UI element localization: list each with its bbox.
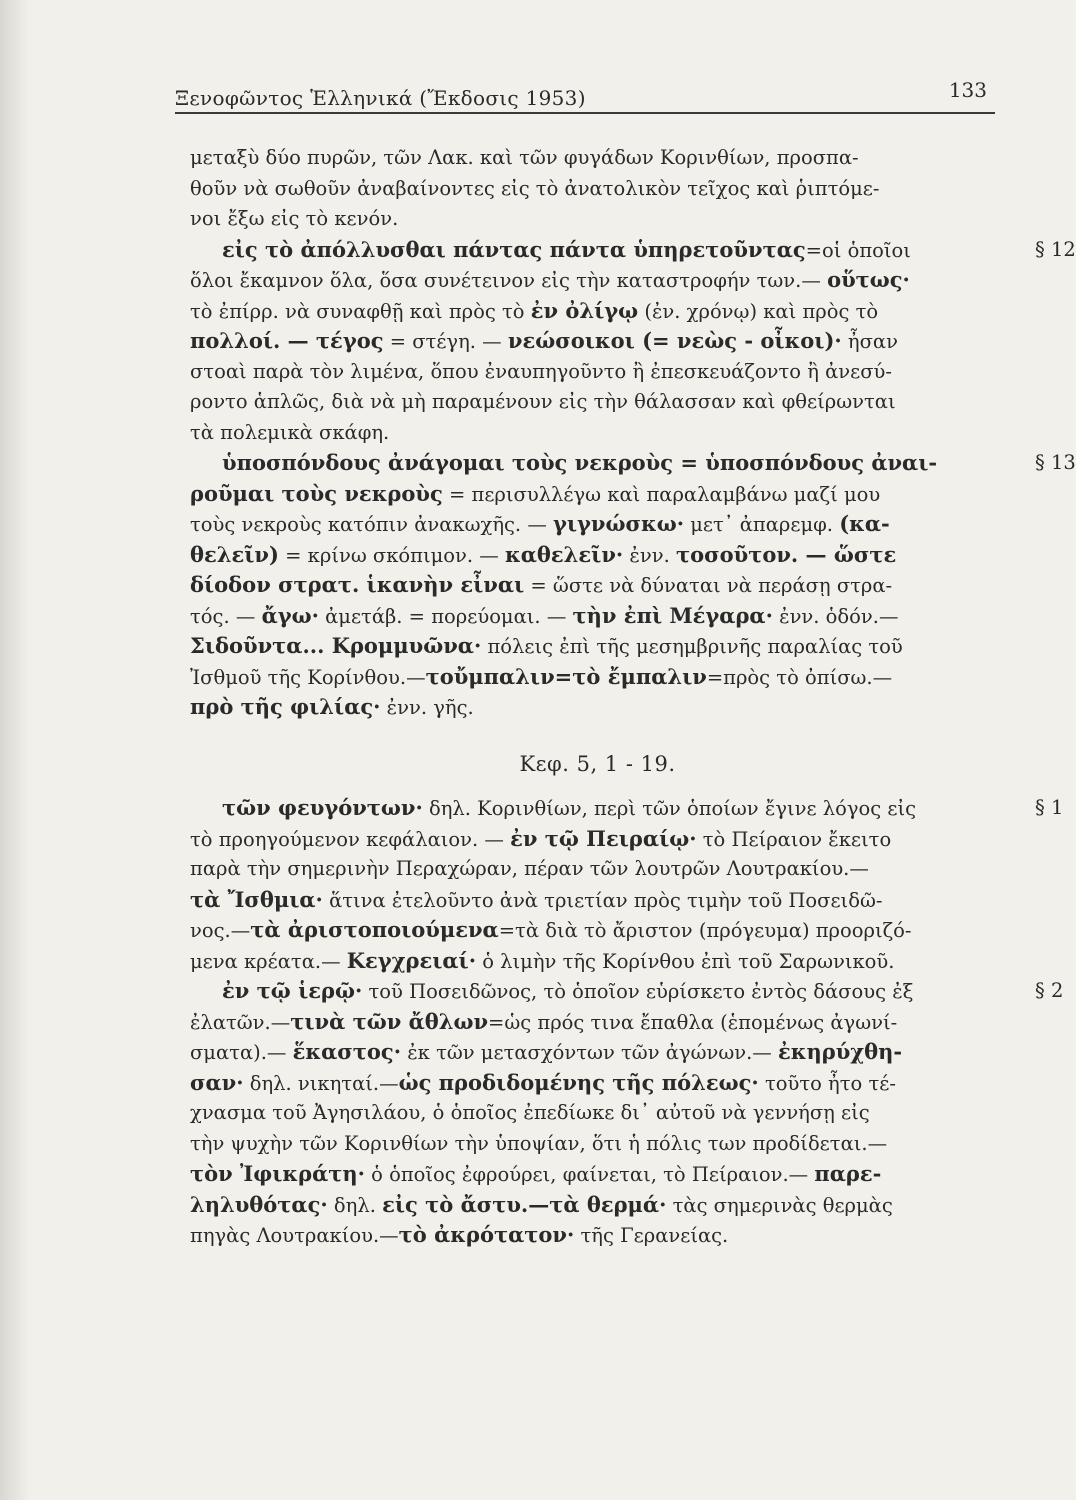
lemma: ὡς προδιδομένης τῆς πόλεως· (398, 1069, 759, 1095)
lemma: τὰ Ἴσθμια· (190, 886, 323, 912)
section-marker: § 12 (1035, 237, 1076, 261)
text-line: ἐν τῷ ἱερῷ· τοῦ Ποσειδῶνος, τὸ ὁποῖον εὑρίσκετο ἐντὸς δάσους ἐξ § 2 (190, 976, 1005, 1007)
text-line: παρὰ τὴν σημερινὴν Περαχώραν, πέραν τῶν λουτρῶν Λουτρακίου.— (190, 857, 869, 880)
lemma: καθελεῖν· (505, 541, 624, 567)
lemma: ἄγω· (261, 602, 319, 628)
lemma: εἰς τὸ ἄστυ.—τὰ θερμά· (382, 1191, 667, 1217)
lemma: τὴν ἐπὶ Μέγαρα· (572, 602, 773, 628)
page-binding-shadow (0, 0, 30, 1500)
lemma: ἐν τῷ ἱερῷ· (222, 978, 363, 1003)
text-line: νοι ἔξω εἰς τὸ κενόν. (190, 207, 399, 230)
lemma: πολλοί. — τέγος (190, 328, 384, 353)
lemma: (κα- (839, 511, 890, 536)
running-header (175, 78, 995, 112)
running-title: Ξενοφῶντος Ἑλληνικά (Ἔκδοσις 1953) (175, 86, 586, 110)
lemma: σαν· (190, 1069, 244, 1095)
lemma: τοσοῦτον. — ὥστε (676, 541, 897, 567)
text-line: ἐλατῶν.—τινὰ τῶν ἄθλων=ὡς πρός τινα ἔπαθλα (ἑπομένως ἀγωνί- (190, 1008, 898, 1034)
text-line: πηγὰς Λουτρακίου.—τὸ ἀκρότατον· τῆς Γερανείας. (190, 1222, 729, 1247)
text-line: ροῦμαι τοὺς νεκροὺς = περισυλλέγω καὶ παραλαμβάνω μαζί μου (190, 480, 881, 506)
lemma: τῶν φευγόντων· (222, 795, 423, 820)
lemma: τινὰ τῶν ἄθλων (290, 1008, 489, 1034)
lemma: δίοδον στρατ. ἱκανὴν εἶναι (190, 572, 525, 597)
text-line: τὰ Ἴσθμια· ἅτινα ἐτελοῦντο ἀνὰ τριετίαν πρὸς τιμὴν τοῦ Ποσειδῶ- (190, 886, 883, 912)
text-line: χνασμα τοῦ Ἀγησιλάου, ὁ ὁποῖος ἐπεδίωκε δι᾽ αὐτοῦ νὰ γεννήσῃ εἰς (190, 1101, 870, 1124)
text-line: τός. — ἄγω· ἀμετάβ. = πορεύομαι. — τὴν ἐπὶ Μέγαρα· ἐνν. ὁδόν.— (190, 602, 899, 628)
lemma: Κεγχρειαί· (346, 947, 477, 973)
chapter-heading: Κεφ. 5, 1 - 19. (519, 751, 676, 776)
lemma: νεώσοικοι (= νεὼς - οἶκοι)· (507, 328, 842, 353)
text-line: τῶν φευγόντων· δηλ. Κορινθίων, περὶ τῶν ὁποίων ἔγινε λόγος εἰς § 1 (190, 793, 1005, 824)
text-line: μενα κρέατα.— Κεγχρειαί· ὁ λιμὴν τῆς Κορίνθου ἐπὶ τοῦ Σαρωνικοῦ. (190, 947, 895, 973)
text-line: τοὺς νεκροὺς κατόπιν ἀνακωχῆς. — γιγνώσκω· μετ᾽ ἀπαρεμφ. (κα- (190, 511, 890, 536)
text-line: ληλυθότας· δηλ. εἰς τὸ ἄστυ.—τὰ θερμά· τὰς σημερινὰς θερμὰς (190, 1191, 893, 1217)
lemma: γιγνώσκω· (553, 511, 685, 536)
commentary-body (190, 143, 1076, 1251)
lemma: τὸ ἀκρότατον· (398, 1222, 575, 1247)
text-line: τὸ ἐπίρρ. νὰ συναφθῇ καὶ πρὸς τὸ ἐν ὀλίγῳ (ἐν. χρόνῳ) καὶ πρὸς τὸ (190, 297, 879, 323)
lemma: ὑποσπόνδους ἀνάγομαι τοὺς νεκροὺς = ὑποσπόνδους ἀναι- (222, 450, 938, 475)
text-line: τὸν Ἰφικράτη· ὁ ὁποῖος ἐφρούρει, φαίνεται, τὸ Πείραιον.— παρε- (190, 1161, 882, 1186)
lemma: εἰς τὸ ἀπόλλυσθαι πάντας πάντα ὑπηρετοῦντας (222, 236, 806, 262)
lemma: Σιδοῦντα... Κρομμυῶνα· (190, 633, 482, 658)
text-line: ροντο ἁπλῶς, διὰ νὰ μὴ παραμένουν εἰς τὴν θάλασσαν καὶ φθείρωνται (190, 390, 896, 413)
lemma: τοὔμπαλιν=τὸ ἔμπαλιν (425, 663, 707, 689)
text-line: τὸ προηγούμενον κεφάλαιον. — ἐν τῷ Πειραίῳ· τὸ Πείραιον ἔκειτο (190, 825, 892, 851)
text-line: τὰ πολεμικὰ σκάφη. (190, 420, 390, 444)
text-line: θοῦν νὰ σωθοῦν ἀναβαίνοντες εἰς τὸ ἀνατολικὸν τεῖχος καὶ ῥιπτόμε- (190, 176, 880, 200)
lemma: παρε- (814, 1161, 882, 1186)
text-line: δίοδον στρατ. ἱκανὴν εἶναι = ὥστε νὰ δύναται νὰ περάσῃ στρα- (190, 572, 893, 597)
lemma: οὕτως· (827, 267, 910, 292)
lemma: τὸν Ἰφικράτη· (190, 1161, 365, 1186)
text-line: ὅλοι ἔκαμνον ὅλα, ὅσα συνέτεινον εἰς τὴν καταστροφήν των.— οὕτως· (190, 267, 910, 292)
text-line: Σιδοῦντα... Κρομμυῶνα· πόλεις ἐπὶ τῆς μεσημβρινῆς παραλίας τοῦ (190, 633, 903, 658)
lemma: ροῦμαι τοὺς νεκροὺς (190, 480, 443, 506)
text-line: εἰς τὸ ἀπόλλυσθαι πάντας πάντα ὑπηρετοῦντας=οἱ ὁποῖοι § 12 (190, 235, 1005, 266)
header-rule (175, 112, 995, 114)
text-line: τὴν ψυχὴν τῶν Κορινθίων τὴν ὑποψίαν, ὅτι ἡ πόλις των προδίδεται.— (190, 1131, 888, 1155)
section-marker: § 2 (1035, 979, 1064, 1002)
text-line: σματα).— ἕκαστος· ἐκ τῶν μετασχόντων τῶν ἀγώνων.— ἐκηρύχθη- (190, 1039, 903, 1064)
lemma: ληλυθότας· (190, 1191, 328, 1217)
lemma: ἕκαστος· (292, 1039, 402, 1064)
text-line: πρὸ τῆς φιλίας· ἐνν. γῆς. (190, 694, 474, 719)
section-marker: § 13 (1035, 451, 1076, 474)
lemma: ἐν τῷ Πειραίῳ· (510, 825, 697, 851)
text-line: θελεῖν) = κρίνω σκόπιμον. — καθελεῖν· ἐνν. τοσοῦτον. — ὥστε (190, 541, 897, 567)
text-line: μεταξὺ δύο πυρῶν, τῶν Λακ. καὶ τῶν φυγάδων Κορινθίων, προσπα- (190, 146, 859, 169)
text-line: σαν· δηλ. νικηταί.—ὡς προδιδομένης τῆς πόλεως· τοῦτο ἦτο τέ- (190, 1069, 896, 1095)
text-line: νος.—τὰ ἀριστοποιούμενα=τὰ διὰ τὸ ἄριστον (πρόγευμα) προοριζό- (190, 917, 912, 942)
lemma: πρὸ τῆς φιλίας· (190, 694, 381, 719)
text-line: πολλοί. — τέγος = στέγη. — νεώσοικοι (= νεὼς - οἶκοι)· ἦσαν (190, 328, 898, 353)
page-number: 133 (948, 78, 987, 102)
text-line: Ἰσθμοῦ τῆς Κορίνθου.—τοὔμπαλιν=τὸ ἔμπαλιν=πρὸς τὸ ὀπίσω.— (190, 663, 893, 689)
lemma: ἐν ὀλίγῳ (530, 297, 639, 323)
text-line (190, 448, 1076, 479)
lemma: ἐκηρύχθη- (777, 1039, 903, 1064)
lemma: τὰ ἀριστοποιούμενα (250, 917, 499, 942)
lemma: θελεῖν) (190, 541, 279, 567)
section-marker: § 1 (1035, 796, 1064, 819)
text-line: στοαὶ παρὰ τὸν λιμένα, ὅπου ἐναυπηγοῦντο ἢ ἐπεσκευάζοντο ἢ ἀνεσύ- (190, 359, 892, 383)
